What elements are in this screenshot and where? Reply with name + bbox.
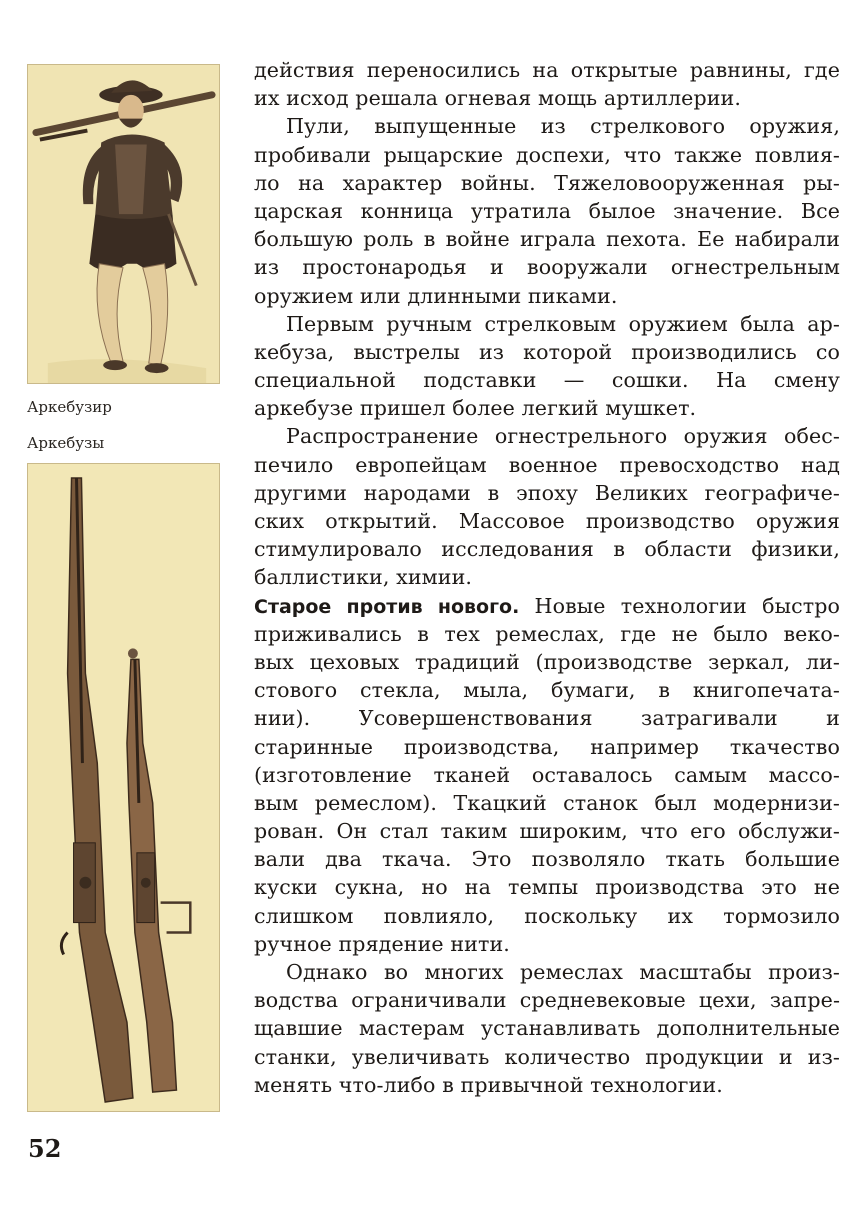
text-line: приживались в тех ремеслах, где не было веко- [254,621,840,646]
text-line: менять что-либо в привычной технологии. [254,1072,723,1097]
text-line: аркебузе пришел более легкий мушкет. [254,396,697,421]
text-line: вым ремеслом). Ткацкий станок был модернизи- [254,790,840,815]
text-line: большую роль в войне играла пехота. Ее набирали [254,227,840,252]
text-line: слишком повлияло, поскольку их тормозило [254,903,840,928]
text-line: баллистики, химии. [254,565,473,590]
arquebusier-figure [27,64,220,384]
page-number: 52 [28,1134,62,1163]
text-line: стового стекла, мыла, бумаги, в книгопечата- [254,678,840,703]
text-line: специальной подставки — сошки. На смену [254,368,840,393]
text-line: куски сукна, но на темпы производства это не [254,875,840,900]
text-line: другими народами в эпоху Великих географиче- [254,480,840,505]
text-line: Пули, выпущенные из стрелкового оружия, [286,114,840,139]
text-line: царская конница утратила былое значение. Все [254,198,840,223]
text-line: их исход решала огневая мощь артиллерии. [254,86,742,111]
text-line: рован. Он стал таким широким, что его обслужи- [254,819,840,844]
text-line: Первым ручным стрелковым оружием была ар- [286,311,840,336]
arquebuses-caption: Аркебузы [27,434,105,452]
text-line-with-heading [254,592,840,620]
arquebusier-illustration-icon [28,65,219,383]
text-line: оружием или длинными пиками. [254,283,618,308]
text-line: Однако во многих ремеслах масштабы произ- [286,960,840,984]
text-line: станки, увеличивать количество продукции и из- [254,1044,840,1069]
arquebuses-figure [27,463,220,1112]
text-line: нии). Усовершенствования затрагивали и [254,706,840,731]
text-line: водства ограничивали средневековые цехи, запре- [254,988,840,1013]
arquebuses-illustration-icon [28,464,219,1111]
text-line: вали два ткача. Это позволяло ткать большие [254,847,840,872]
text-line: печило европейцам военное превосходство над [254,452,840,477]
text-line: Распространение огнестрельного оружия обес- [286,424,840,449]
text-line: ло на характер войны. Тяжеловооруженная ры- [254,170,840,195]
text-line: вых цеховых традиций (производстве зеркал, ли- [254,649,840,674]
text-line: Новые технологии быстро [534,593,840,618]
text-line: ских открытий. Массовое производство оружия [254,509,840,533]
text-line: старинные производства, например ткачество [254,734,840,759]
main-text [254,56,840,1099]
section-heading: Старое против нового. [254,595,520,618]
text-line: кебуза, выстрелы из которой производились со [254,339,840,364]
text-line: пробивали рыцарские доспехи, что также повлия- [254,142,840,167]
text-line: (изготовление тканей оставалось самым массо- [254,762,840,787]
text-line: действия переносились на открытые равнины, где [254,58,840,82]
text-line: ручное прядение нити. [254,931,510,956]
text-line: стимулировало исследования в области физики, [254,537,840,562]
text-line: из простонародья и вооружали огнестрельным [254,255,840,280]
text-line: щавшие мастерам устанавливать дополнительные [254,1016,840,1041]
arquebusier-caption: Аркебузир [27,398,112,416]
